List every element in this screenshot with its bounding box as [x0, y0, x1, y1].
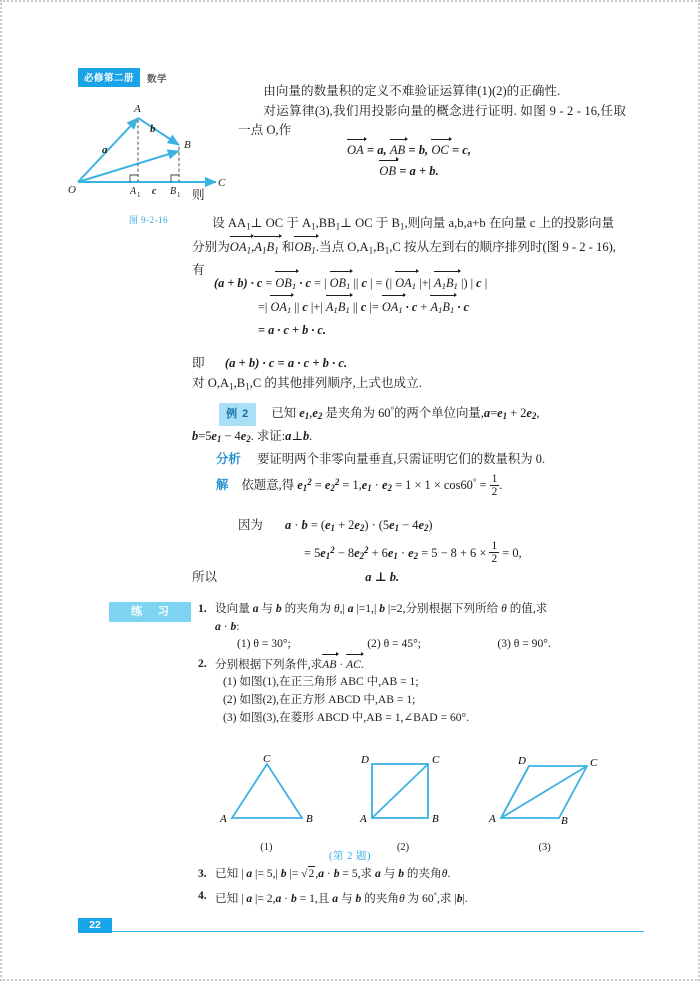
proof-line-1: $(a + b) \cdot c = OB_1 \cdot c$ = | $OB_1$ || c | = (| $OA_1$ |+| $A_1B_1$ |) | c |	[214, 272, 634, 296]
solution-label: 解	[216, 478, 229, 493]
p3-d: ⊥ ΟC 于 B	[340, 216, 400, 230]
header-volume-badge: 必修第二册	[78, 68, 140, 87]
vector-OC: OC	[431, 140, 449, 161]
vector-OA1: $OA_1$	[230, 237, 251, 261]
exercise-3-text: 已知 | a |= 5,| b |= √2,a · b = 5,求 a 与 b 的夹角θ.	[215, 864, 628, 884]
practice-badge: 练 习	[109, 602, 191, 622]
svg-text:C: C	[590, 757, 598, 769]
vector-AB-ex2: AB	[322, 655, 336, 674]
vector-OB1: $OB_1$	[294, 237, 315, 261]
final-conclusion: a ⊥ b.	[365, 570, 400, 584]
vector-OB: OB	[379, 161, 396, 182]
p3-h: ,C 按从左到右的顺序排列时(图 9 - 2 - 16),有	[192, 239, 616, 277]
equations-block-1	[192, 140, 626, 181]
equation-ob	[192, 161, 626, 182]
figure-square-svg	[350, 754, 455, 836]
exercise-1-options	[215, 635, 628, 653]
vector-AC-ex2: AC	[346, 655, 361, 674]
exercise-1-text-a: 设向量 a 与 b 的夹角为 θ,| a |=1,| b |=2,分别根据下列所给 θ 的值,求	[215, 602, 548, 615]
practice-list-tail	[198, 864, 628, 911]
exercise-item-4	[198, 886, 628, 909]
proof-line-3: = a · c + b · c.	[258, 323, 326, 338]
p3-g: ,B	[373, 239, 385, 254]
exercise-1-option-1: (1) θ = 30°;	[237, 637, 291, 651]
p3-b: ⊥ ΟC 于 A	[250, 216, 312, 230]
exercise-2-sub-2: (2) 如图(2),在正方形 ABCD 中,AB = 1;	[223, 692, 416, 706]
because-label: 因为	[238, 518, 263, 532]
practice-list	[198, 600, 628, 728]
page-number-badge: 22	[78, 918, 112, 933]
svg-text:c: c	[152, 186, 157, 197]
example-badge: 例 2	[219, 403, 256, 426]
eq-oa-value: = a,	[366, 143, 387, 157]
svg-text:B: B	[305, 813, 313, 825]
exercise-1-text-b: a · b:	[215, 619, 240, 633]
svg-text:1: 1	[177, 191, 181, 199]
exercise-item-1	[198, 600, 628, 653]
analysis-label: 分析	[216, 452, 241, 467]
exercise-2-figures	[198, 754, 618, 853]
vector-OA: OA	[347, 140, 364, 161]
svg-text:a: a	[102, 144, 108, 156]
equation-vectors	[192, 140, 626, 161]
exercise-item-2	[198, 655, 628, 726]
exercise-4-number: 4.	[198, 889, 207, 902]
svg-text:A: A	[360, 813, 368, 825]
eq-oc-value: = c,	[451, 143, 472, 157]
figure-triangle-svg	[214, 754, 319, 836]
svg-text:A: A	[489, 813, 496, 825]
p4-b: ,B	[233, 375, 246, 390]
proof-line-2: =| $OA_1$ || c |+| $A_1B_1$ || c |= $OA_1 \cdot c + A_1B_1 \cdot c$	[214, 296, 634, 320]
therefore-label: 所以	[192, 570, 218, 584]
ji-content: (a + b) · c = a · c + b · c.	[224, 356, 348, 370]
example-calc-block	[238, 514, 630, 567]
vector-AB: AB	[390, 140, 405, 161]
p3-a: 设 AA	[212, 216, 247, 230]
calc-line-2: = $5e_1^2 - 8e_2^2 + 6e_1 \cdot e_2 = 5 - 8 + 6$ × $\frac{1}{2}$ = 0,	[304, 540, 522, 566]
svg-text:A: A	[219, 813, 227, 825]
svg-text:C: C	[432, 754, 440, 766]
figure-rhombus-svg	[487, 754, 602, 836]
svg-text:D: D	[361, 754, 370, 766]
exercise-1-option-3: (3) θ = 90°.	[497, 637, 551, 651]
p3-c: ,BB	[315, 216, 336, 230]
svg-text:D: D	[518, 755, 527, 767]
example-statement: 例 2 已知 $e_1,e_2$ 是夹角为 60°的两个单位向量$,a=e_1 + 2e_2$,	[192, 400, 630, 426]
exercise-2-lead: 分别根据下列条件,求AB · AC.	[215, 655, 628, 674]
svg-text:B: B	[561, 815, 568, 827]
then-label: 则	[192, 188, 205, 202]
svg-text:O: O	[68, 184, 76, 196]
figure-rhombus-caption: (3)	[538, 842, 551, 853]
figure-rhombus	[487, 754, 602, 853]
analysis-text: 要证明两个非零向量垂直,只需证明它们的数量积为 0.	[257, 452, 546, 467]
calc-line-1: 因为 $a \cdot b = (e_1 + 2e_2) \cdot (5e_1 - 4e_2)$	[238, 518, 433, 534]
solution-line: 解 依题意,得 $e_1^2 = e_2^2 = 1,e_1 \cdot e_2 = 1 \times 1 \times \cos 60^\circ$ = $\frac{1}{2}$ .	[216, 472, 503, 498]
exercise-2-figure-caption: (第 2 题)	[329, 851, 371, 862]
exercise-1-option-2: (2) θ = 45°;	[367, 637, 421, 651]
proof-block	[214, 272, 634, 340]
example-2-block	[192, 400, 630, 499]
body-text-top	[238, 82, 626, 141]
figure-square	[350, 754, 455, 853]
vector-A1B1: $A_1B_1$	[254, 237, 278, 261]
ji-line	[192, 354, 632, 374]
exercise-1-number: 1.	[198, 602, 207, 615]
exercise-2-sub-3: (3) 如图(3),在菱形 ABCD 中,AB = 1,∠BAD = 60°.	[223, 710, 470, 724]
svg-text:b: b	[150, 123, 156, 135]
paragraph-4: 对 $O,A_1,B_1,C$ 的其他排列顺序,上式也成立.	[192, 375, 422, 391]
page-header	[78, 68, 167, 87]
svg-text:C: C	[262, 754, 271, 765]
page-footer	[78, 918, 644, 934]
exercise-4-text: 已知 | a |= 2,a · b = 1,且 a 与 b 的夹角θ 为 60°,求 |b|.	[215, 891, 468, 905]
analysis-line	[192, 449, 630, 469]
exercise-2-sub-1: (1) 如图(1),在正三角形 ABC 中,AB = 1;	[223, 675, 419, 689]
eq-ob-value: = a + b.	[399, 163, 439, 178]
p3-e: ,则向量 a,b,a+b 在向量 c 上的投影向量分别为	[192, 216, 615, 254]
svg-text:C: C	[218, 177, 226, 189]
svg-text:B: B	[432, 813, 440, 825]
exercise-2-number: 2.	[198, 656, 207, 670]
p4-a: 对 O,A	[192, 375, 230, 390]
svg-text:B: B	[170, 186, 177, 197]
p4-c: ,C 的其他排列顺序,上式也成立.	[249, 375, 422, 390]
exercise-item-3	[198, 864, 628, 884]
paragraph-1: 由向量的数量积的定义不难验证运算律(1)(2)的正确性.	[263, 84, 561, 98]
paragraph-3: 设 $AA_1\perp$ ΟC 于 $A_1,BB_1\perp$ ΟC 于 $B_1$,则向量 a,b,a+b 在向量 c 上的投影向量分别为$OA_1,A_1B_1$ 和$OB_1$.当点 $O,A_1,B_1,C$ 按从左到右的顺序排列时(图 9 - 2 - 16),有	[192, 216, 616, 277]
conclusion-block-1	[192, 354, 632, 396]
eq-ab-value: = b,	[408, 143, 429, 157]
figure-square-caption: (2)	[396, 842, 410, 853]
example-statement-line2: $b=5e_1 - 4e_2$. 求证:a⊥b.	[192, 429, 313, 445]
footer-rule	[112, 931, 644, 932]
paragraph-2: 对运算律(3),我们用投影向量的概念进行证明. 如图 9 - 2 - 16,任取一点 O,作	[238, 103, 626, 137]
svg-text:A: A	[130, 186, 137, 197]
figure-triangle	[214, 754, 319, 853]
header-subject-label: 数学	[147, 73, 168, 85]
figure-triangle-caption: (1)	[260, 842, 273, 853]
final-conclusion-row	[192, 567, 632, 585]
exercise-3-number: 3.	[198, 867, 207, 880]
sqrt-2: √2	[301, 867, 315, 880]
figure-9-2-16-caption: 图 9-2-16	[128, 215, 169, 225]
svg-text:A: A	[134, 103, 141, 115]
ji-label: 即	[192, 356, 205, 370]
p3-f: 当点 O,A	[318, 239, 369, 254]
svg-text:1: 1	[137, 191, 141, 199]
svg-text:B: B	[184, 139, 191, 151]
